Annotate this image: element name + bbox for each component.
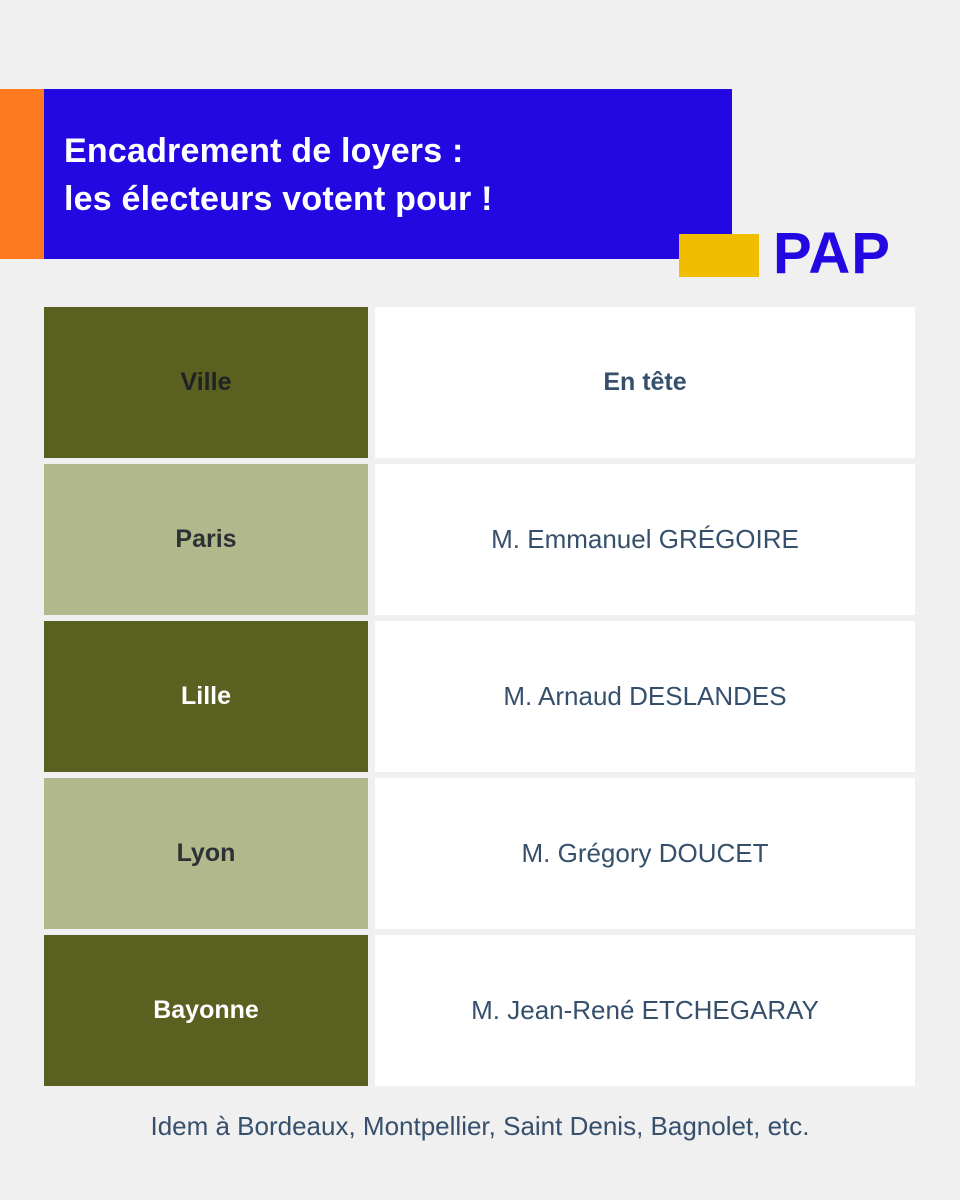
orange-accent-bar xyxy=(0,89,44,259)
results-table xyxy=(44,307,915,1086)
footnote: Idem à Bordeaux, Montpellier, Saint Denis, Bagnolet, etc. xyxy=(150,1111,810,1141)
logo-yellow-block xyxy=(679,234,759,277)
city-cell: Lille xyxy=(44,621,368,772)
pap-logo: PAP xyxy=(773,221,891,286)
title-line-1: Encadrement de loyers : xyxy=(64,132,464,170)
leader-cell: M. Jean-René ETCHEGARAY xyxy=(375,935,915,1086)
title-line-2: les électeurs votent pour ! xyxy=(64,180,493,218)
table-row xyxy=(44,935,915,1086)
title-banner xyxy=(44,89,732,259)
leader-cell: M. Arnaud DESLANDES xyxy=(375,621,915,772)
table-row xyxy=(44,464,915,615)
city-cell: Lyon xyxy=(44,778,368,929)
city-cell: Bayonne xyxy=(44,935,368,1086)
table-row xyxy=(44,778,915,929)
leader-cell: M. Emmanuel GRÉGOIRE xyxy=(375,464,915,615)
header-city: Ville xyxy=(44,307,368,458)
table-row xyxy=(44,621,915,772)
city-cell: Paris xyxy=(44,464,368,615)
table-header-row xyxy=(44,307,915,458)
header-leader: En tête xyxy=(375,307,915,458)
leader-cell: M. Grégory DOUCET xyxy=(375,778,915,929)
